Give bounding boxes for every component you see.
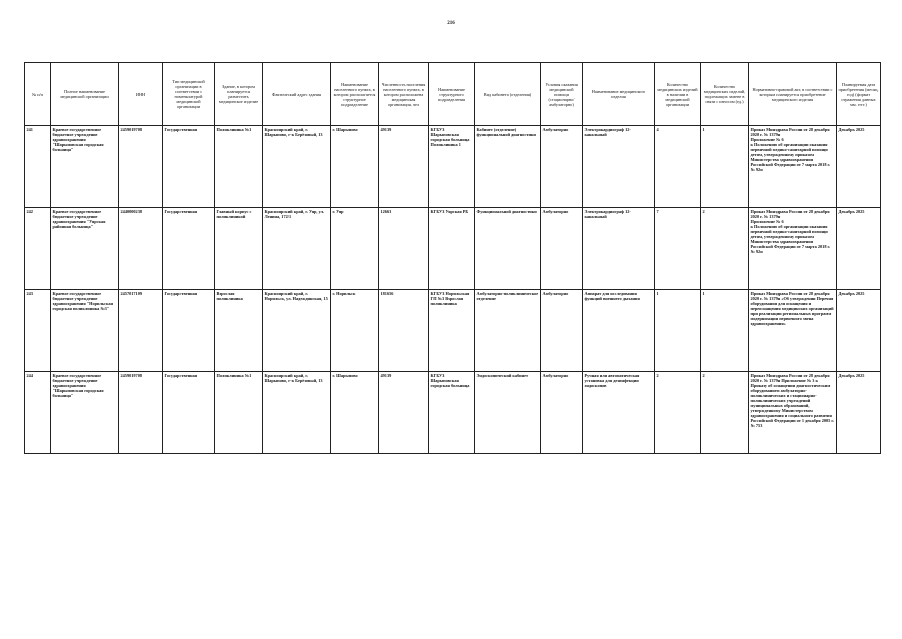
cell-type: Государственная [163,126,215,208]
cell-population: 12663 [379,208,429,290]
col-header-cabinet: Вид кабинета (отделения) [475,63,541,126]
cell-date: Декабрь 2025 [837,208,881,290]
cell-conditions: Амбулаторно [541,372,583,454]
table-row [25,208,881,290]
cell-locality: г. Шарыпово [331,126,379,208]
cell-cabinet: Амбулаторно-поликлиническое отделение [475,290,541,372]
table-row [25,126,881,208]
cell-inn: 2457017109 [119,290,163,372]
col-header-device: Наименование медицинского изделия [583,63,655,126]
cell-conditions: Амбулаторно [541,126,583,208]
cell-qty: 4 [655,126,701,208]
col-header-address: Фактический адрес здания [263,63,331,126]
cell-device: Аппарат для исследования функций внешнего дыхания [583,290,655,372]
cell-qty: 7 [655,208,701,290]
cell-subdivision: КГБУЗ Уярская РБ [429,208,475,290]
col-header-inn: ИНН [119,63,163,126]
cell-device: Электрокардиограф 12-канальный [583,126,655,208]
col-header-population: Численность населения населенного пункта, в котором расположена медицинская организация, чел [379,63,429,126]
cell-locality: г. Норильск [331,290,379,372]
cell-act: Приказ Минздрава России от 28 декабря 2020 г. № 1379н Приложение № 6 к Положению об организации оказания первичной медико-санитарной помощи детям, утвержденному приказом Министерства здравоохранения Российской Федерации от 7 марта 2018 г. № 92н [749,208,837,290]
cell-num: 242 [25,208,51,290]
cell-device: Электрокардиограф 12-канальный [583,208,655,290]
cell-act: Приказ Минздрава России от 28 декабря 2020 г. № 1379н «Об утверждении Перечня оборудования для оснащения и переоснащения медицинских организаций при реализации региональных программ модернизации первичного звена здравоохранения» [749,290,837,372]
cell-type: Государственная [163,290,215,372]
col-header-replace: Количество медицинских изделий, подлежащих замене в связи с износом (ед.) [701,63,749,126]
cell-locality: г. Уяр [331,208,379,290]
col-header-org: Полное наименование медицинской организации [51,63,119,126]
cell-org: Краевое государственное бюджетное учреждение здравоохранения "Шарыповская городская больница" [51,126,119,208]
cell-address: Красноярский край, г. Норильск, ул. Надеждинская, 15 [263,290,331,372]
col-header-locality: Наименование населенного пункта, в котором располагается структурное подразделение [331,63,379,126]
cell-act: Приказ Минздрава России от 28 декабря 2020 г. № 1379н Приложение № 3 к Приказу об оснащении диагностическим оборудованием амбулаторно-поликлинических и стационарно-поликлинических учреждений муниципальных образований, утвержденному Министерством здравоохранения и социального развития Российской Федерации от 1 декабря 2005 г. № 753 [749,372,837,454]
cell-subdivision: КГБУЗ Шарыповская городская больница [429,372,475,454]
cell-qty: 1 [655,290,701,372]
cell-replace: 1 [701,290,749,372]
cell-subdivision: КГБУЗ Норильская ГП №3 Взрослая поликлиника [429,290,475,372]
cell-inn: 2459019708 [119,126,163,208]
cell-type: Государственная [163,372,215,454]
cell-conditions: Амбулаторно [541,290,583,372]
cell-inn: 2459019708 [119,372,163,454]
col-header-qty: Количество медицинских изделий в наличии в медицинской организации [655,63,701,126]
cell-building: Поликлиника №1 [215,126,263,208]
cell-date: Декабрь 2025 [837,372,881,454]
col-header-act: Нормативно-правовой акт, в соответствии с которым планируется приобретение медицинского изделия [749,63,837,126]
cell-address: Красноярский край, г. Шарыпово, г-к Берёзовый, 13 [263,372,331,454]
page-number: 216 [447,21,455,26]
cell-org: Краевое государственное бюджетное учреждение здравоохранения "Шарыповская городская больница" [51,372,119,454]
cell-date: Декабрь 2025 [837,290,881,372]
cell-building: Главный корпус с поликлиникой [215,208,263,290]
cell-num: 243 [25,290,51,372]
cell-org: Краевое государственное бюджетное учреждение здравоохранения "Уярская районная больница" [51,208,119,290]
col-header-num: № п/п [25,63,51,126]
cell-address: Красноярский край, г. Шарыпово, г-к Берёзовый, 13 [263,126,331,208]
cell-replace: 2 [701,208,749,290]
cell-conditions: Амбулаторно [541,208,583,290]
cell-date: Декабрь 2025 [837,126,881,208]
cell-qty: 2 [655,372,701,454]
cell-cabinet: Эндоскопический кабинет [475,372,541,454]
cell-population: 181656 [379,290,429,372]
cell-device: Ручная или автоматическая установка для дезинфекции эндоскопов [583,372,655,454]
col-header-type: Тип медицинской организации в соответствии с номенклатурой медицинской организации [163,63,215,126]
cell-org: Краевое государственное бюджетное учреждение здравоохранения "Норильская городская поликлиника №3" [51,290,119,372]
table-row [25,290,881,372]
header-row [25,63,881,126]
col-header-subdivision: Наименование структурного подразделения [429,63,475,126]
cell-population: 49139 [379,126,429,208]
cell-replace: 2 [701,372,749,454]
col-header-building: Здание, в котором планируется разместить медицинское изделие [215,63,263,126]
cell-subdivision: КГБУЗ Шарыповская городская больница Поликлиника 1 [429,126,475,208]
cell-cabinet: Функциональной диагностики [475,208,541,290]
cell-num: 241 [25,126,51,208]
cell-locality: г. Шарыпово [331,372,379,454]
table-row [25,372,881,454]
cell-population: 49139 [379,372,429,454]
cell-num: 244 [25,372,51,454]
cell-building: Взрослая поликлиника [215,290,263,372]
col-header-conditions: Условия оказания медицинской помощи (стационарно/ амбулаторно) [541,63,583,126]
col-header-date: Планируемая дата приобретения (месяц, год) (формат отражения данных мм. гггг.) [837,63,881,126]
cell-building: Поликлиника №1 [215,372,263,454]
equipment-registry-table [24,62,881,454]
cell-type: Государственная [163,208,215,290]
cell-replace: 1 [701,126,749,208]
cell-cabinet: Кабинет (отделение) функциональной диагностики [475,126,541,208]
cell-inn: 2440000238 [119,208,163,290]
cell-address: Красноярский край, г. Уяр, ул. Ленина, 172/1 [263,208,331,290]
cell-act: Приказ Минздрава России от 28 декабря 2020 г. № 1379н Приложение № 6 к Положению об организации оказания первичной медико-санитарной помощи детям, утвержденному приказом Министерства здравоохранения Российской Федерации от 7 марта 2018 г. № 92н [749,126,837,208]
